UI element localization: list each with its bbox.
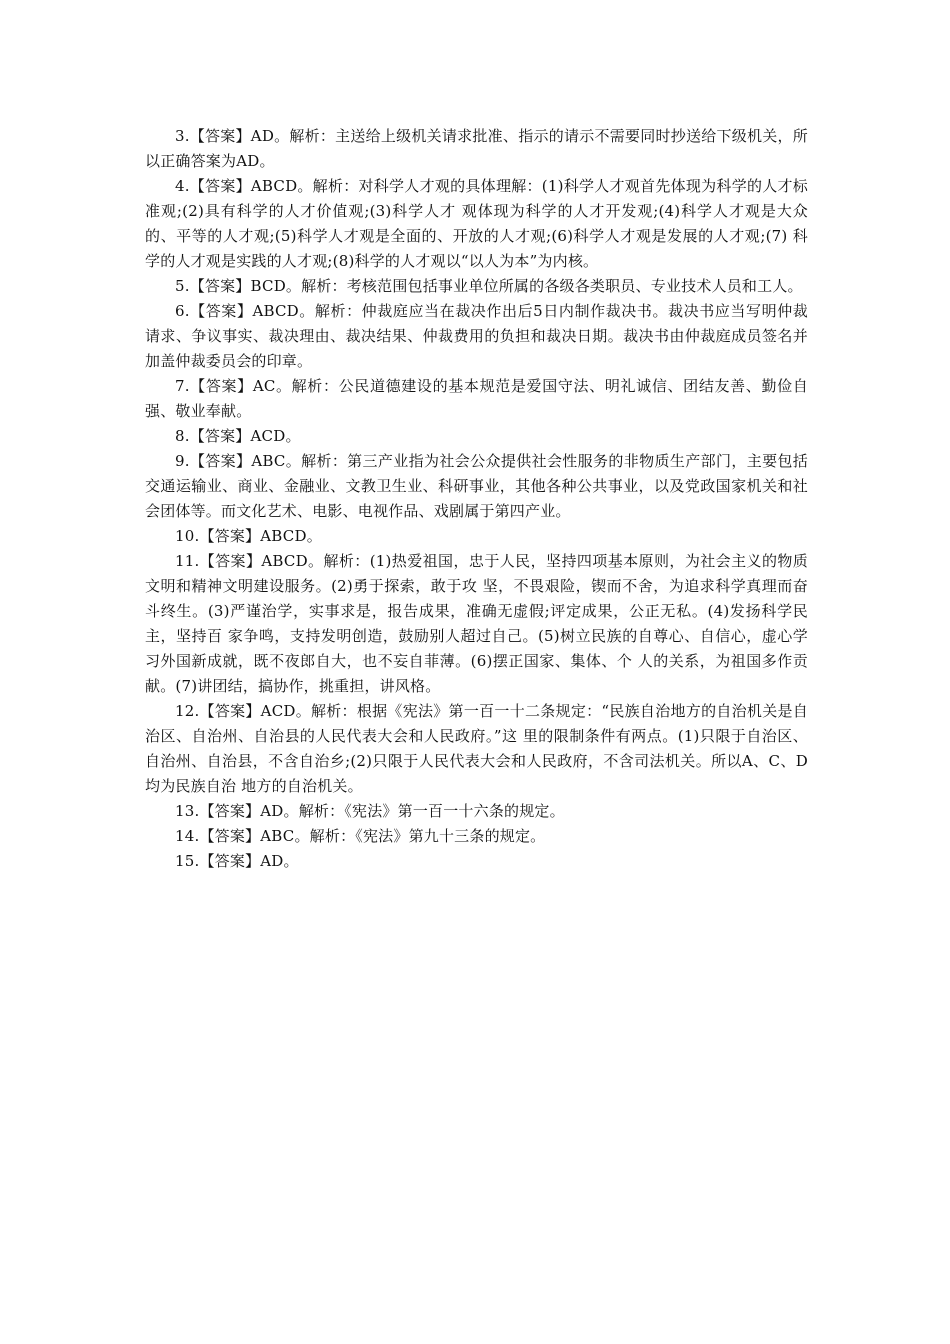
answer-paragraph-10: 10.【答案】ABCD。	[175, 527, 322, 545]
answer-paragraph-5: 5.【答案】BCD。解析：考核范围包括事业单位所属的各级各类职员、专业技术人员和工人。	[175, 277, 803, 295]
answer-paragraph-13: 13.【答案】AD。解析：《宪法》第一百一十六条的规定。	[175, 802, 565, 820]
answer-paragraph-15: 15.【答案】AD。	[175, 852, 299, 870]
answer-paragraph-11: 11.【答案】ABCD。解析：(1)热爱祖国，忠于人民，坚持四项基本原则，为社会主义的物质文明和精神文明建设服务。(2)勇于探索，敢于攻 坚，不畏艰险，锲而不舍，为追求科学真理而奋斗终生。(3)严谨治学，实事求是，报告成果，准确无虚假;评定成果，公正无私。(4)发扬科学民主，坚持百 家争鸣，支持发明创造，鼓励别人超过自己。(5)树立民族的自尊心、自信心，虚心学习外国新成就，既不夜郎自大，也不妄自菲薄。(6)摆正国家、集体、个 人的关系，为祖国多作贡献。(7)讲团结，搞协作，挑重担，讲风格。	[145, 552, 808, 695]
answer-paragraph-9: 9.【答案】ABC。解析：第三产业指为社会公众提供社会性服务的非物质生产部门，主要包括交通运输业、商业、金融业、文教卫生业、科研事业，其他各种公共事业，以及党政国家机关和社会团体等。而文化艺术、电影、电视作品、戏剧属于第四产业。	[145, 452, 808, 520]
answer-paragraph-8: 8.【答案】ACD。	[175, 427, 301, 445]
answer-paragraph-6: 6.【答案】ABCD。解析：仲裁庭应当在裁决作出后5日内制作裁决书。裁决书应当写明仲裁请求、争议事实、裁决理由、裁决结果、仲裁费用的负担和裁决日期。裁决书由仲裁庭成员签名并加盖仲裁委员会的印章。	[145, 302, 808, 370]
answer-paragraph-14: 14.【答案】ABC。解析：《宪法》第九十三条的规定。	[175, 827, 546, 845]
answer-paragraph-7: 7.【答案】AC。解析：公民道德建设的基本规范是爱国守法、明礼诚信、团结友善、勤俭自强、敬业奉献。	[145, 377, 808, 420]
answer-paragraph-12: 12.【答案】ACD。解析：根据《宪法》第一百一十二条规定：“民族自治地方的自治机关是自治区、自治州、自治县的人民代表大会和人民政府。”这 里的限制条件有两点。(1)只限于自治区、自治州、自治县，不含自治乡;(2)只限于人民代表大会和人民政府，不含司法机关。所以A、C、D均为民族自治 地方的自治机关。	[145, 702, 808, 795]
answer-document	[145, 124, 808, 874]
answer-paragraph-3: 3.【答案】AD。解析：主送给上级机关请求批准、指示的请示不需要同时抄送给下级机关，所以正确答案为AD。	[145, 127, 808, 170]
answer-paragraph-4: 4.【答案】ABCD。解析：对科学人才观的具体理解：(1)科学人才观首先体现为科学的人才标准观;(2)具有科学的人才价值观;(3)科学人才 观体现为科学的人才开发观;(4)科学人才观是大众的、平等的人才观;(5)科学人才观是全面的、开放的人才观;(6)科学人才观是发展的人才观;(7) 科学的人才观是实践的人才观;(8)科学的人才观以“以人为本”为内核。	[145, 177, 808, 270]
